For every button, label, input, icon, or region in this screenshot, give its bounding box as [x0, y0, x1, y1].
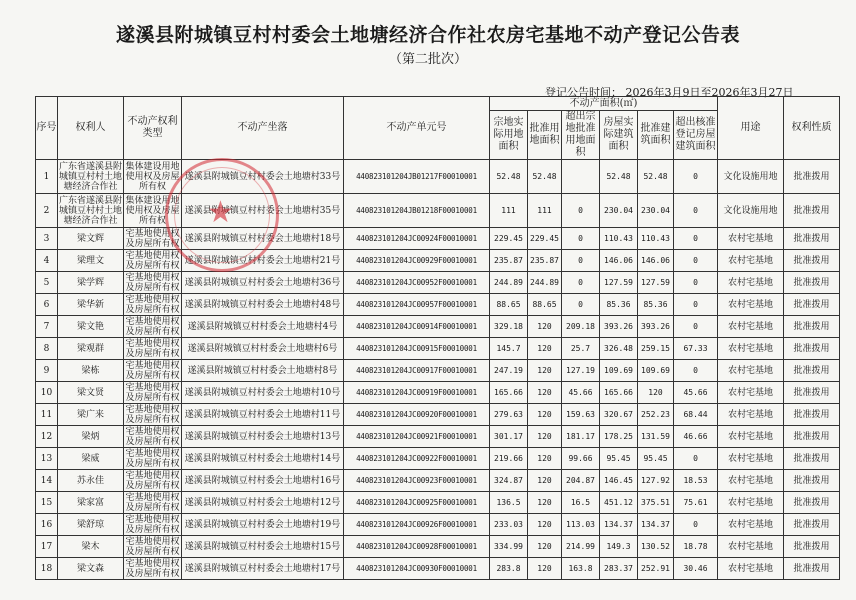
- cell-excess-land: 204.87: [562, 470, 600, 492]
- cell-location: 遂溪县附城镇豆村村委会土地塘村11号: [182, 404, 344, 426]
- table-row: [36, 250, 840, 272]
- cell-approved-land: 120: [528, 536, 562, 558]
- cell-actual-land: 136.5: [490, 492, 528, 514]
- cell-building: 230.04: [600, 194, 638, 228]
- cell-unit-number: 440823101204JC00922F00010001: [344, 448, 490, 470]
- cell-building: 109.69: [600, 360, 638, 382]
- cell-approved-building: 127.92: [638, 470, 674, 492]
- cell-building: 127.59: [600, 272, 638, 294]
- cell-approved-building: 134.37: [638, 514, 674, 536]
- cell-owner: 梁木: [58, 536, 124, 558]
- cell-approved-land: 120: [528, 558, 562, 580]
- cell-approved-building: 252.23: [638, 404, 674, 426]
- cell-approved-land: 120: [528, 492, 562, 514]
- cell-use: 农村宅基地: [718, 404, 784, 426]
- cell-approved-land: 52.48: [528, 160, 562, 194]
- cell-nature: 批准拨用: [784, 316, 840, 338]
- cell-approved-land: 120: [528, 360, 562, 382]
- cell-nature: 批准拨用: [784, 492, 840, 514]
- table-row: [36, 316, 840, 338]
- table-row: [36, 492, 840, 514]
- cell-owner: 广东省遂溪县附城镇豆村村土地塘经济合作社: [58, 161, 122, 192]
- cell-use: 农村宅基地: [718, 294, 784, 316]
- cell-seq: 3: [36, 228, 58, 250]
- cell-approved-building: 120: [638, 382, 674, 404]
- document-subtitle: （第二批次）: [388, 52, 467, 67]
- cell-unit-number: 440823101204JB01218F00010001: [344, 194, 490, 228]
- cell-excess-building: 0: [674, 228, 718, 250]
- cell-approved-land: 120: [528, 448, 562, 470]
- cell-seq: 8: [36, 338, 58, 360]
- cell-seq: 5: [36, 272, 58, 294]
- cell-owner: 梁学辉: [58, 272, 124, 294]
- header-unit-number: 不动产单元号: [344, 97, 490, 160]
- cell-right-type: 宅基地使用权及房屋所有权: [125, 272, 180, 293]
- cell-excess-building: 0: [674, 194, 718, 228]
- cell-actual-land: 233.03: [490, 514, 528, 536]
- cell-approved-building: 131.59: [638, 426, 674, 448]
- cell-actual-land: 283.8: [490, 558, 528, 580]
- table-row: [36, 294, 840, 316]
- cell-owner: 梁广来: [58, 404, 124, 426]
- cell-nature: 批准拨用: [784, 194, 840, 228]
- cell-right-type: 宅基地使用权及房屋所有权: [125, 338, 180, 359]
- cell-seq: 13: [36, 448, 58, 470]
- table-row: [36, 228, 840, 250]
- cell-location: 遂溪县附城镇豆村村委会土地塘村21号: [182, 250, 344, 272]
- cell-owner: 梁威: [58, 448, 124, 470]
- cell-excess-land: 0: [562, 194, 600, 228]
- cell-approved-building: 130.52: [638, 536, 674, 558]
- cell-building: 165.66: [600, 382, 638, 404]
- cell-use: 农村宅基地: [718, 448, 784, 470]
- header-nature: 权利性质: [784, 97, 840, 160]
- cell-owner: 梁文辉: [58, 228, 124, 250]
- cell-approved-building: 52.48: [638, 160, 674, 194]
- cell-approved-land: 244.89: [528, 272, 562, 294]
- cell-right-type: 宅基地使用权及房屋所有权: [125, 228, 180, 249]
- table-row: [36, 360, 840, 382]
- cell-actual-land: 165.66: [490, 382, 528, 404]
- cell-right-type: 宅基地使用权及房屋所有权: [125, 426, 180, 447]
- cell-actual-land: 229.45: [490, 228, 528, 250]
- cell-use: 农村宅基地: [718, 470, 784, 492]
- table-body: [36, 160, 840, 580]
- cell-location: 遂溪县附城镇豆村村委会土地塘村48号: [182, 294, 344, 316]
- cell-right-type: 集体建设用地使用权及房屋所有权: [125, 195, 180, 226]
- cell-right-type: 宅基地使用权及房屋所有权: [125, 250, 180, 271]
- cell-owner: 梁炳: [58, 426, 124, 448]
- cell-right-type: 宅基地使用权及房屋所有权: [125, 514, 180, 535]
- cell-location: 遂溪县附城镇豆村村委会土地塘村35号: [182, 194, 344, 228]
- cell-use: 农村宅基地: [718, 558, 784, 580]
- cell-excess-building: 0: [674, 272, 718, 294]
- cell-excess-land: [562, 160, 600, 194]
- cell-excess-land: 0: [562, 272, 600, 294]
- cell-nature: 批准拨用: [784, 426, 840, 448]
- cell-approved-land: 88.65: [528, 294, 562, 316]
- cell-right-type: 集体建设用地使用权及房屋所有权: [125, 161, 180, 192]
- cell-excess-land: 0: [562, 228, 600, 250]
- header-area-group: 不动产面积(㎡): [490, 97, 718, 111]
- cell-seq: 4: [36, 250, 58, 272]
- cell-actual-land: 334.99: [490, 536, 528, 558]
- cell-nature: 批准拨用: [784, 558, 840, 580]
- cell-unit-number: 440823101204JC00929F00010001: [344, 250, 490, 272]
- cell-actual-land: 235.87: [490, 250, 528, 272]
- cell-right-type: 宅基地使用权及房屋所有权: [125, 294, 180, 315]
- cell-actual-land: 279.63: [490, 404, 528, 426]
- cell-excess-building: 0: [674, 316, 718, 338]
- cell-owner: 梁舒琼: [58, 514, 124, 536]
- header-excess-land: 超出宗地批准用地面积: [562, 111, 600, 160]
- cell-nature: 批准拨用: [784, 448, 840, 470]
- cell-location: 遂溪县附城镇豆村村委会土地塘村17号: [182, 558, 344, 580]
- cell-approved-building: 146.06: [638, 250, 674, 272]
- cell-owner: 梁文森: [58, 558, 124, 580]
- cell-excess-land: 45.66: [562, 382, 600, 404]
- cell-nature: 批准拨用: [784, 514, 840, 536]
- cell-unit-number: 440823101204JC00920F00010001: [344, 404, 490, 426]
- cell-seq: 17: [36, 536, 58, 558]
- cell-approved-land: 235.87: [528, 250, 562, 272]
- cell-use: 文化设施用地: [718, 160, 784, 194]
- cell-use: 农村宅基地: [718, 360, 784, 382]
- cell-location: 遂溪县附城镇豆村村委会土地塘村15号: [182, 536, 344, 558]
- cell-approved-building: 95.45: [638, 448, 674, 470]
- cell-building: 326.48: [600, 338, 638, 360]
- cell-nature: 批准拨用: [784, 404, 840, 426]
- cell-unit-number: 440823101204JC00926F00010001: [344, 514, 490, 536]
- cell-unit-number: 440823101204JC00930F00010001: [344, 558, 490, 580]
- cell-location: 遂溪县附城镇豆村村委会土地塘村4号: [182, 316, 344, 338]
- cell-excess-building: 30.46: [674, 558, 718, 580]
- cell-unit-number: 440823101204JC00915F00010001: [344, 338, 490, 360]
- table-row: [36, 272, 840, 294]
- cell-seq: 18: [36, 558, 58, 580]
- cell-approved-land: 229.45: [528, 228, 562, 250]
- cell-excess-land: 214.99: [562, 536, 600, 558]
- cell-right-type: 宅基地使用权及房屋所有权: [125, 470, 180, 491]
- cell-actual-land: 301.17: [490, 426, 528, 448]
- cell-use: 农村宅基地: [718, 228, 784, 250]
- header-approved-land: 批准用地面积: [528, 111, 562, 160]
- cell-nature: 批准拨用: [784, 338, 840, 360]
- cell-location: 遂溪县附城镇豆村村委会土地塘村16号: [182, 470, 344, 492]
- cell-use: 农村宅基地: [718, 536, 784, 558]
- cell-approved-land: 111: [528, 194, 562, 228]
- cell-approved-land: 120: [528, 338, 562, 360]
- table-row: [36, 338, 840, 360]
- cell-building: 110.43: [600, 228, 638, 250]
- cell-use: 农村宅基地: [718, 316, 784, 338]
- cell-location: 遂溪县附城镇豆村村委会土地塘村13号: [182, 426, 344, 448]
- cell-seq: 11: [36, 404, 58, 426]
- cell-right-type: 宅基地使用权及房屋所有权: [125, 536, 180, 557]
- cell-approved-building: 127.59: [638, 272, 674, 294]
- cell-right-type: 宅基地使用权及房屋所有权: [125, 404, 180, 425]
- cell-approved-building: 259.15: [638, 338, 674, 360]
- cell-seq: 9: [36, 360, 58, 382]
- cell-unit-number: 440823101204JC00921F00010001: [344, 426, 490, 448]
- cell-building: 52.48: [600, 160, 638, 194]
- registration-table: [35, 96, 840, 580]
- cell-location: 遂溪县附城镇豆村村委会土地塘村8号: [182, 360, 344, 382]
- cell-location: 遂溪县附城镇豆村村委会土地塘村10号: [182, 382, 344, 404]
- cell-building: 146.06: [600, 250, 638, 272]
- header-approved-building: 批准建筑面积: [638, 111, 674, 160]
- cell-owner: 梁华新: [58, 294, 124, 316]
- cell-excess-land: 0: [562, 250, 600, 272]
- cell-nature: 批准拨用: [784, 470, 840, 492]
- cell-owner: 广东省遂溪县附城镇豆村村土地塘经济合作社: [58, 195, 122, 226]
- cell-location: 遂溪县附城镇豆村村委会土地塘村6号: [182, 338, 344, 360]
- cell-approved-land: 120: [528, 382, 562, 404]
- table-row: [36, 404, 840, 426]
- cell-owner: 梁文贤: [58, 382, 124, 404]
- cell-seq: 7: [36, 316, 58, 338]
- cell-use: 农村宅基地: [718, 514, 784, 536]
- cell-excess-building: 0: [674, 160, 718, 194]
- cell-approved-building: 252.91: [638, 558, 674, 580]
- table-row: [36, 448, 840, 470]
- cell-approved-land: 120: [528, 426, 562, 448]
- cell-excess-land: 113.03: [562, 514, 600, 536]
- cell-unit-number: 440823101204JC00957F00010001: [344, 294, 490, 316]
- header-use: 用途: [718, 97, 784, 160]
- cell-approved-building: 375.51: [638, 492, 674, 514]
- cell-owner: 苏永佳: [58, 470, 124, 492]
- cell-approved-land: 120: [528, 404, 562, 426]
- cell-owner: 梁观群: [58, 338, 124, 360]
- header-location: 不动产坐落: [182, 97, 344, 160]
- cell-excess-land: 0: [562, 294, 600, 316]
- cell-excess-building: 0: [674, 448, 718, 470]
- cell-approved-building: 110.43: [638, 228, 674, 250]
- cell-unit-number: 440823101204JC00925F00010001: [344, 492, 490, 514]
- header-actual-land: 宗地实际用地面积: [490, 111, 528, 160]
- cell-seq: 16: [36, 514, 58, 536]
- cell-location: 遂溪县附城镇豆村村委会土地塘村33号: [182, 160, 344, 194]
- cell-building: 283.37: [600, 558, 638, 580]
- cell-nature: 批准拨用: [784, 294, 840, 316]
- cell-nature: 批准拨用: [784, 228, 840, 250]
- cell-use: 农村宅基地: [718, 382, 784, 404]
- cell-unit-number: 440823101204JC00919F00010001: [344, 382, 490, 404]
- table-row: [36, 470, 840, 492]
- cell-unit-number: 440823101204JC00914F00010001: [344, 316, 490, 338]
- table-row: [36, 160, 840, 194]
- cell-use: 文化设施用地: [718, 194, 784, 228]
- cell-use: 农村宅基地: [718, 250, 784, 272]
- cell-owner: 梁文艳: [58, 316, 124, 338]
- cell-unit-number: 440823101204JC00923F00010001: [344, 470, 490, 492]
- cell-nature: 批准拨用: [784, 272, 840, 294]
- cell-actual-land: 111: [490, 194, 528, 228]
- cell-use: 农村宅基地: [718, 272, 784, 294]
- cell-approved-land: 120: [528, 514, 562, 536]
- cell-actual-land: 329.18: [490, 316, 528, 338]
- cell-approved-land: 120: [528, 316, 562, 338]
- header-seq: 序号: [36, 97, 58, 160]
- table-row: [36, 382, 840, 404]
- cell-excess-land: 181.17: [562, 426, 600, 448]
- cell-excess-land: 16.5: [562, 492, 600, 514]
- cell-right-type: 宅基地使用权及房屋所有权: [125, 492, 180, 513]
- cell-owner: 梁理文: [58, 250, 124, 272]
- cell-nature: 批准拨用: [784, 360, 840, 382]
- document-title: 遂溪县附城镇豆村村委会土地塘经济合作社农房宅基地不动产登记公告表: [115, 24, 740, 46]
- cell-actual-land: 52.48: [490, 160, 528, 194]
- cell-excess-land: 25.7: [562, 338, 600, 360]
- cell-excess-building: 18.78: [674, 536, 718, 558]
- table-row: [36, 558, 840, 580]
- cell-approved-land: 120: [528, 470, 562, 492]
- header-building: 房屋实际建筑面积: [600, 111, 638, 160]
- cell-seq: 12: [36, 426, 58, 448]
- cell-excess-land: 159.63: [562, 404, 600, 426]
- cell-excess-building: 0: [674, 360, 718, 382]
- cell-approved-building: 109.69: [638, 360, 674, 382]
- cell-unit-number: 440823101204JC00952F00010001: [344, 272, 490, 294]
- cell-use: 农村宅基地: [718, 338, 784, 360]
- cell-excess-land: 127.19: [562, 360, 600, 382]
- announcement-period: 登记公告时间： 2026年3月9日至2026年3月27日: [545, 86, 794, 99]
- cell-location: 遂溪县附城镇豆村村委会土地塘村18号: [182, 228, 344, 250]
- cell-actual-land: 324.87: [490, 470, 528, 492]
- cell-excess-building: 46.66: [674, 426, 718, 448]
- cell-building: 85.36: [600, 294, 638, 316]
- cell-nature: 批准拨用: [784, 250, 840, 272]
- cell-building: 95.45: [600, 448, 638, 470]
- cell-unit-number: 440823101204JC00928F00010001: [344, 536, 490, 558]
- star-seal-icon: ★: [207, 195, 234, 230]
- cell-owner: 梁家富: [58, 492, 124, 514]
- cell-excess-building: 0: [674, 294, 718, 316]
- cell-location: 遂溪县附城镇豆村村委会土地塘村14号: [182, 448, 344, 470]
- cell-right-type: 宅基地使用权及房屋所有权: [125, 382, 180, 403]
- cell-actual-land: 145.7: [490, 338, 528, 360]
- cell-seq: 15: [36, 492, 58, 514]
- cell-location: 遂溪县附城镇豆村村委会土地塘村12号: [182, 492, 344, 514]
- cell-excess-land: 99.66: [562, 448, 600, 470]
- cell-unit-number: 440823101204JC00917F00010001: [344, 360, 490, 382]
- cell-seq: 10: [36, 382, 58, 404]
- cell-building: 393.26: [600, 316, 638, 338]
- table-row: [36, 426, 840, 448]
- cell-excess-building: 0: [674, 250, 718, 272]
- header-owner: 权利人: [58, 97, 124, 160]
- cell-nature: 批准拨用: [784, 160, 840, 194]
- cell-unit-number: 440823101204JB01217F00010001: [344, 160, 490, 194]
- cell-seq: 14: [36, 470, 58, 492]
- cell-excess-land: 209.18: [562, 316, 600, 338]
- cell-approved-building: 393.26: [638, 316, 674, 338]
- cell-excess-building: 45.66: [674, 382, 718, 404]
- cell-use: 农村宅基地: [718, 492, 784, 514]
- cell-right-type: 宅基地使用权及房屋所有权: [125, 558, 180, 579]
- cell-building: 320.67: [600, 404, 638, 426]
- cell-approved-building: 85.36: [638, 294, 674, 316]
- cell-right-type: 宅基地使用权及房屋所有权: [125, 316, 180, 337]
- cell-excess-building: 75.61: [674, 492, 718, 514]
- cell-nature: 批准拨用: [784, 536, 840, 558]
- header-right-type: 不动产权利类型: [124, 97, 182, 160]
- cell-actual-land: 247.19: [490, 360, 528, 382]
- cell-seq: 1: [36, 160, 58, 194]
- cell-actual-land: 88.65: [490, 294, 528, 316]
- cell-unit-number: 440823101204JC00924F00010001: [344, 228, 490, 250]
- cell-actual-land: 244.89: [490, 272, 528, 294]
- cell-right-type: 宅基地使用权及房屋所有权: [125, 448, 180, 469]
- cell-nature: 批准拨用: [784, 382, 840, 404]
- cell-owner: 梁栋: [58, 360, 124, 382]
- table-row: [36, 514, 840, 536]
- table-row: [36, 536, 840, 558]
- cell-seq: 2: [36, 194, 58, 228]
- cell-seq: 6: [36, 294, 58, 316]
- cell-excess-building: 0: [674, 514, 718, 536]
- cell-approved-building: 230.04: [638, 194, 674, 228]
- cell-right-type: 宅基地使用权及房屋所有权: [125, 360, 180, 381]
- cell-use: 农村宅基地: [718, 426, 784, 448]
- cell-building: 178.25: [600, 426, 638, 448]
- cell-building: 451.12: [600, 492, 638, 514]
- cell-actual-land: 219.66: [490, 448, 528, 470]
- cell-building: 134.37: [600, 514, 638, 536]
- cell-excess-land: 163.8: [562, 558, 600, 580]
- cell-building: 149.3: [600, 536, 638, 558]
- cell-location: 遂溪县附城镇豆村村委会土地塘村36号: [182, 272, 344, 294]
- table-row: [36, 194, 840, 228]
- header-excess-building: 超出核准登记房屋建筑面积: [674, 111, 718, 160]
- cell-excess-building: 67.33: [674, 338, 718, 360]
- cell-building: 146.45: [600, 470, 638, 492]
- cell-excess-building: 18.53: [674, 470, 718, 492]
- cell-excess-building: 68.44: [674, 404, 718, 426]
- cell-location: 遂溪县附城镇豆村村委会土地塘村19号: [182, 514, 344, 536]
